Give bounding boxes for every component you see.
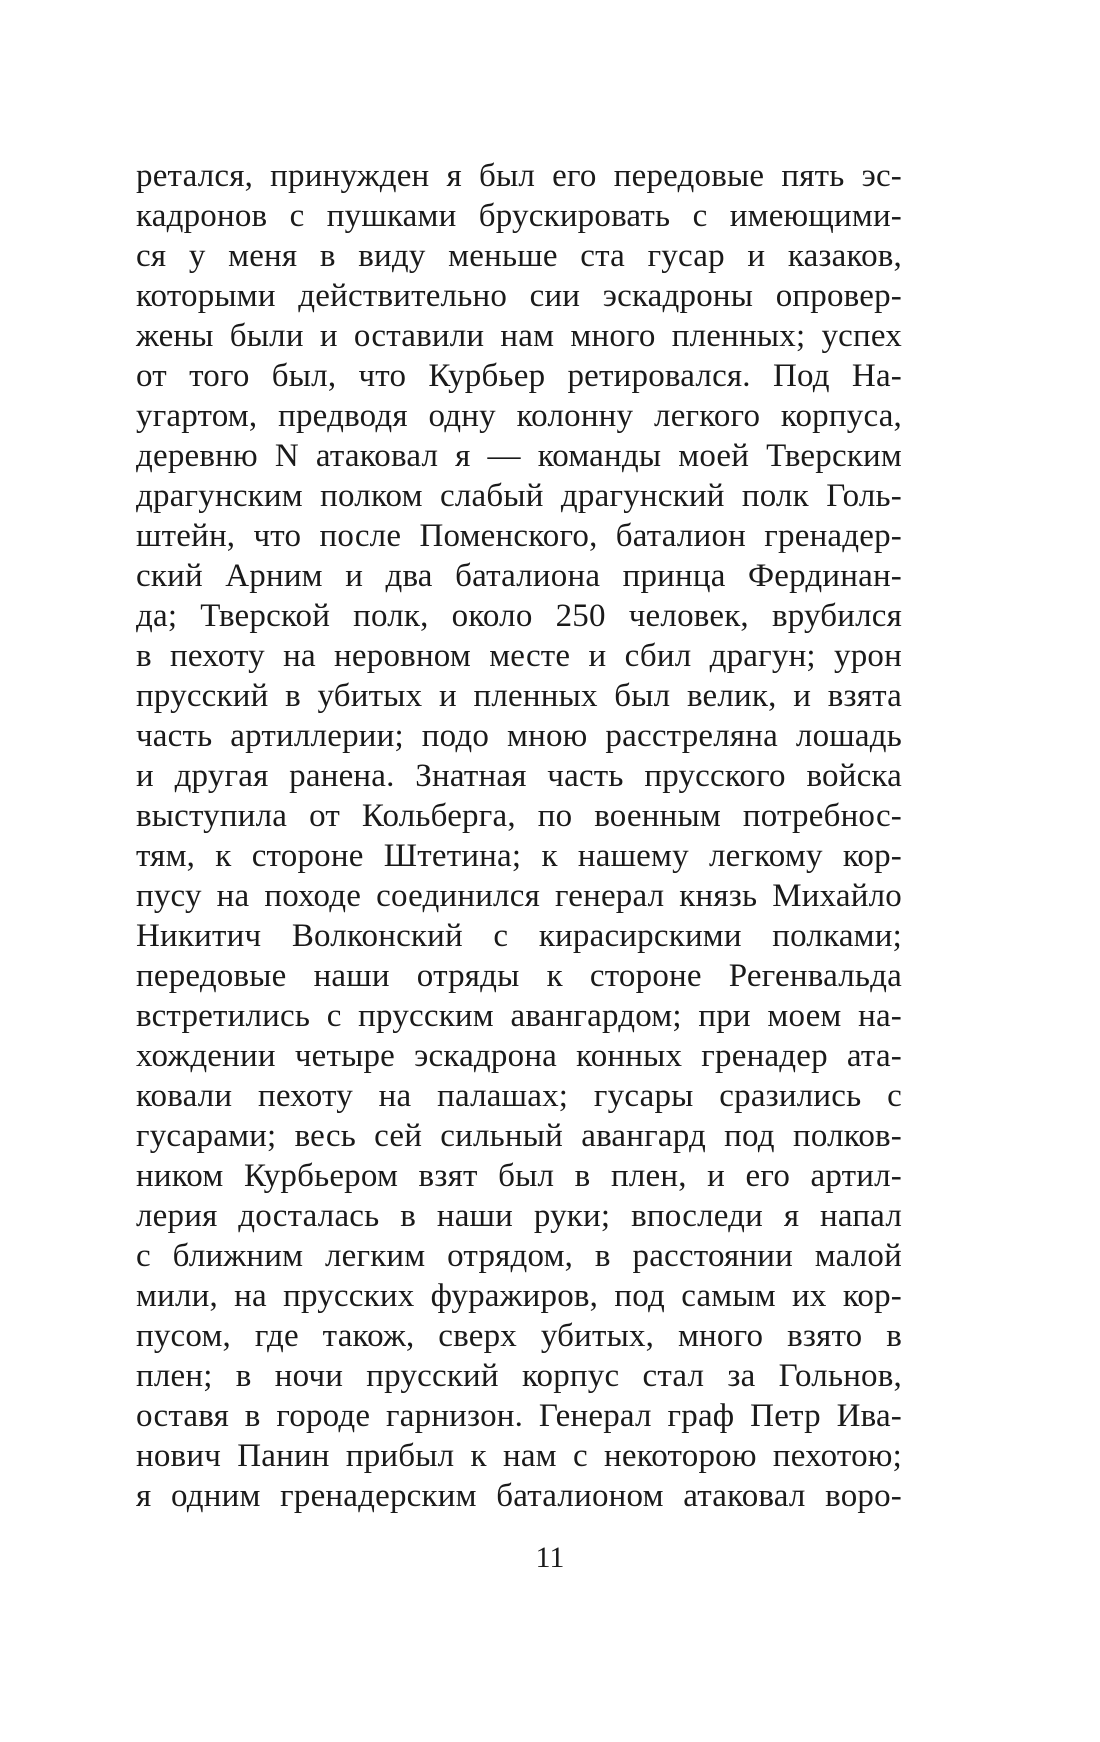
text-line: передовые наши отряды к стороне Регенвальда — [136, 958, 902, 994]
text-line: мили, на прусских фуражиров, под самым их кор- — [136, 1278, 902, 1314]
text-line: пусу на походе соединился генерал князь Михайло — [136, 878, 902, 914]
text-line: пусом, где також, сверх убитых, много взято в — [136, 1318, 902, 1354]
text-line: хождении четыре эскадрона конных гренадер ата- — [136, 1038, 902, 1074]
text-line: оставя в городе гарнизон. Генерал граф Петр Ива- — [136, 1398, 902, 1434]
text-line: ковали пехоту на палашах; гусары сразились с — [136, 1078, 902, 1114]
text-line: лерия досталась в наши руки; впоследи я напал — [136, 1198, 902, 1234]
text-line: нович Панин прибыл к нам с некоторою пехотою; — [136, 1438, 902, 1474]
text-line: ся у меня в виду меньше ста гусар и казаков, — [136, 238, 902, 274]
text-line: выступила от Кольберга, по военным потребнос- — [136, 798, 902, 834]
text-line: кадронов с пушками брускировать с имеющими- — [136, 198, 902, 234]
text-line: с ближним легким отрядом, в расстоянии малой — [136, 1238, 902, 1274]
body-text — [136, 156, 902, 1516]
text-line: угартом, предводя одну колонну легкого корпуса, — [136, 398, 902, 434]
text-line: плен; в ночи прусский корпус стал за Гольнов, — [136, 1358, 902, 1394]
text-line: в пехоту на неровном месте и сбил драгун; урон — [136, 638, 902, 674]
page-number: 11 — [535, 1541, 565, 1574]
text-line: и другая ранена. Знатная часть прусского войска — [136, 758, 902, 794]
text-line: ником Курбьером взят был в плен, и его артил- — [136, 1158, 902, 1194]
text-line: встретились с прусским авангардом; при моем на- — [136, 998, 902, 1034]
text-line: гусарами; весь сей сильный авангард под полков- — [136, 1118, 902, 1154]
text-line: которыми действительно сии эскадроны опровер- — [136, 278, 902, 314]
text-line: драгунским полком слабый драгунский полк Голь- — [136, 478, 902, 514]
text-line: часть артиллерии; подо мною расстреляна лошадь — [136, 718, 902, 754]
text-line: я одним гренадерским баталионом атаковал воро- — [136, 1478, 902, 1514]
text-line: деревню N атаковал я — команды моей Тверским — [136, 438, 902, 474]
text-line: жены были и оставили нам много пленных; успех — [136, 318, 902, 354]
text-line: от того был, что Курбьер ретировался. Под На- — [136, 358, 902, 394]
text-line: да; Тверской полк, около 250 человек, врубился — [136, 598, 902, 634]
text-line: Никитич Волконский с кирасирскими полками; — [136, 918, 902, 954]
text-line: тям, к стороне Штетина; к нашему легкому кор- — [136, 838, 902, 874]
text-line: ретался, принужден я был его передовые пять эс- — [136, 158, 902, 194]
text-line: штейн, что после Поменского, баталион гренадер- — [136, 518, 902, 554]
text-line: ский Арним и два баталиона принца Фердинан- — [136, 558, 902, 594]
text-line: прусский в убитых и пленных был велик, и взята — [136, 678, 902, 714]
